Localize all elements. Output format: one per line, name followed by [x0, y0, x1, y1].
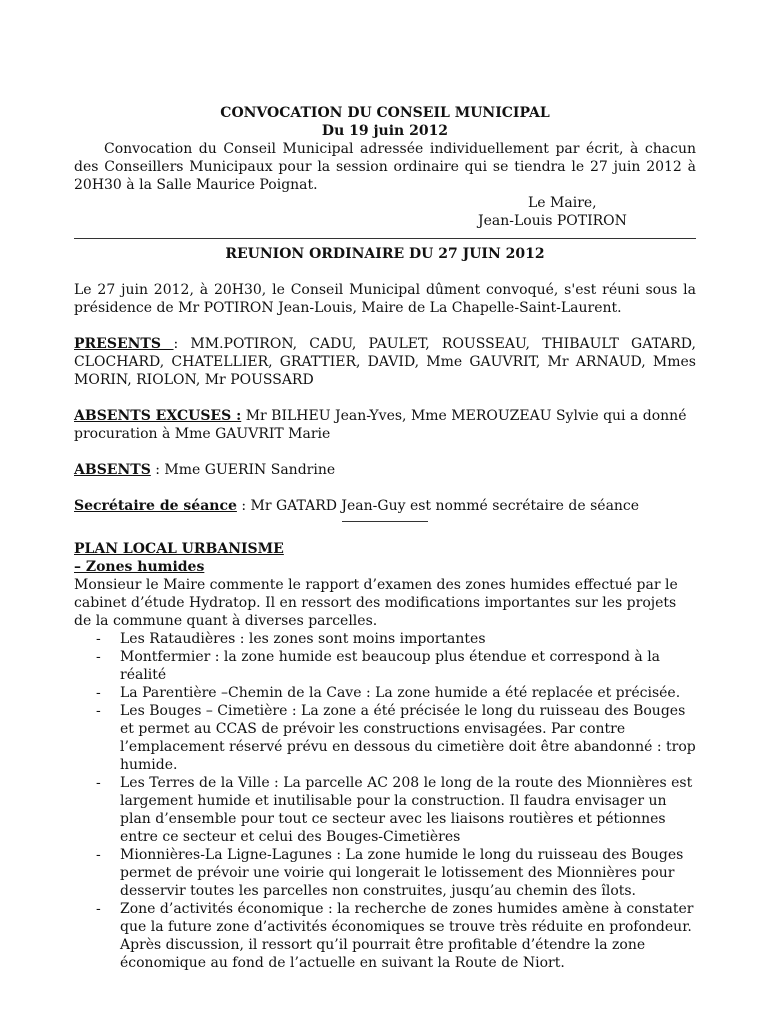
- dash-bullet: -: [96, 703, 101, 719]
- list-item: [74, 702, 696, 774]
- section-divider: [74, 238, 696, 239]
- meeting-intro: Le 27 juin 2012, à 20H30, le Conseil Municipal dûment convoqué, s'est réuni sous la présidence de Mr POTIRON Jean-Louis, Maire de La Chapelle-Saint-Laurent.: [74, 282, 696, 316]
- absents-label: ABSENTS: [74, 462, 151, 478]
- dash-bullet: -: [96, 901, 101, 917]
- list-item-text: Les Terres de la Ville : La parcelle AC 208 le long de la route des Mionnières est largement humide et inutilisable pour la construction. Il faudra envisager un plan d’ensemble pour tout ce secteur avec les liaisons routières et pétionnes entre ce secteur et celui des Bouges-Cimetières: [120, 775, 693, 845]
- convocation-body: Convocation du Conseil Municipal adressée individuellement par écrit, à chacun des Conseillers Municipaux pour la session ordinaire qui se tiendra le 27 juin 2012 à 20H30 à la Salle Maurice Poignat.: [74, 141, 696, 193]
- dash-bullet: -: [96, 631, 101, 647]
- dash-bullet: -: [96, 649, 101, 665]
- list-item-text: Les Bouges – Cimetière : La zone a été précisée le long du ruisseau des Bouges et permet au CCAS de prévoir les constructions envisagées. Par contre l’emplacement réservé prévu en dessous du cimetière doit être abandonné : trop humide.: [120, 703, 696, 773]
- secretary-label: Secrétaire de séance: [74, 498, 237, 514]
- dash-bullet: -: [96, 775, 101, 791]
- document-page: [74, 104, 696, 972]
- list-item: [74, 630, 696, 648]
- excused-label: ABSENTS EXCUSES :: [74, 408, 242, 424]
- secretary-text: : Mr GATARD Jean-Guy est nommé secrétaire de séance: [236, 498, 640, 514]
- plu-intro: Monsieur le Maire commente le rapport d’examen des zones humides effectué par le cabinet d’étude Hydratop. Il en ressort des modifications importantes sur les projets de la commune quant à diverses parcelles.: [74, 577, 678, 629]
- meeting-title: REUNION ORDINAIRE DU 27 JUIN 2012: [225, 246, 545, 262]
- absents-paragraph: [74, 461, 696, 479]
- list-item: [74, 684, 696, 702]
- excused-paragraph: [74, 407, 696, 443]
- convocation-date: Du 19 juin 2012: [321, 123, 449, 139]
- list-item: [74, 648, 696, 684]
- presents-paragraph: [74, 335, 696, 389]
- list-item-text: Montfermier : la zone humide est beaucoup plus étendue et correspond à la réalité: [120, 649, 661, 683]
- signer-title: Le Maire,: [528, 195, 597, 211]
- presents-text: : MM.POTIRON, CADU, PAULET, ROUSSEAU, THIBAULT GATARD, CLOCHARD, CHATELLIER, GRATTIER, DAVID, Mme GAUVRIT, Mr ARNAUD, Mmes MORIN, RIOLON, Mr POUSSARD: [74, 336, 696, 388]
- secretary-paragraph: [74, 497, 696, 515]
- dash-bullet: -: [96, 847, 101, 863]
- list-item-text: Mionnières-La Ligne-Lagunes : La zone humide le long du ruisseau des Bouges permet de prévoir une voirie qui longerait le lotissement des Mionnières pour desservir toutes les parcelles non construites, jusqu’au chemin des îlots.: [120, 847, 684, 899]
- signer-name: Jean-Louis POTIRON: [478, 213, 627, 229]
- list-item: [74, 846, 696, 900]
- list-item-text: Zone d’activités économique : la recherche de zones humides amène à constater que la future zone d’activités économiques se trouve très réduite en profondeur. Après discussion, il ressort qu’il pourrait être profitable d’étendre la zone économique au fond de l’actuelle en suivant la Route de Niort.: [120, 901, 694, 971]
- list-item: [74, 900, 696, 972]
- presents-label: PRESENTS: [74, 336, 174, 352]
- dash-bullet: -: [96, 685, 101, 701]
- list-item-text: La Parentière –Chemin de la Cave : La zone humide a été replacée et précisée.: [120, 685, 681, 701]
- zone-list: [74, 630, 696, 972]
- list-item-text: Les Rataudières : les zones sont moins importantes: [120, 631, 486, 647]
- plu-title: PLAN LOCAL URBANISME: [74, 541, 284, 557]
- signature-block: [74, 194, 696, 230]
- plu-subtitle: – Zones humides: [74, 559, 205, 575]
- list-item: [74, 774, 696, 846]
- convocation-title: CONVOCATION DU CONSEIL MUNICIPAL: [220, 105, 550, 121]
- excused-text: Mr BILHEU Jean-Yves, Mme MEROUZEAU Sylvie qui a donné procuration à Mme GAUVRIT Marie: [74, 408, 687, 442]
- absents-text: : Mme GUERIN Sandrine: [150, 462, 336, 478]
